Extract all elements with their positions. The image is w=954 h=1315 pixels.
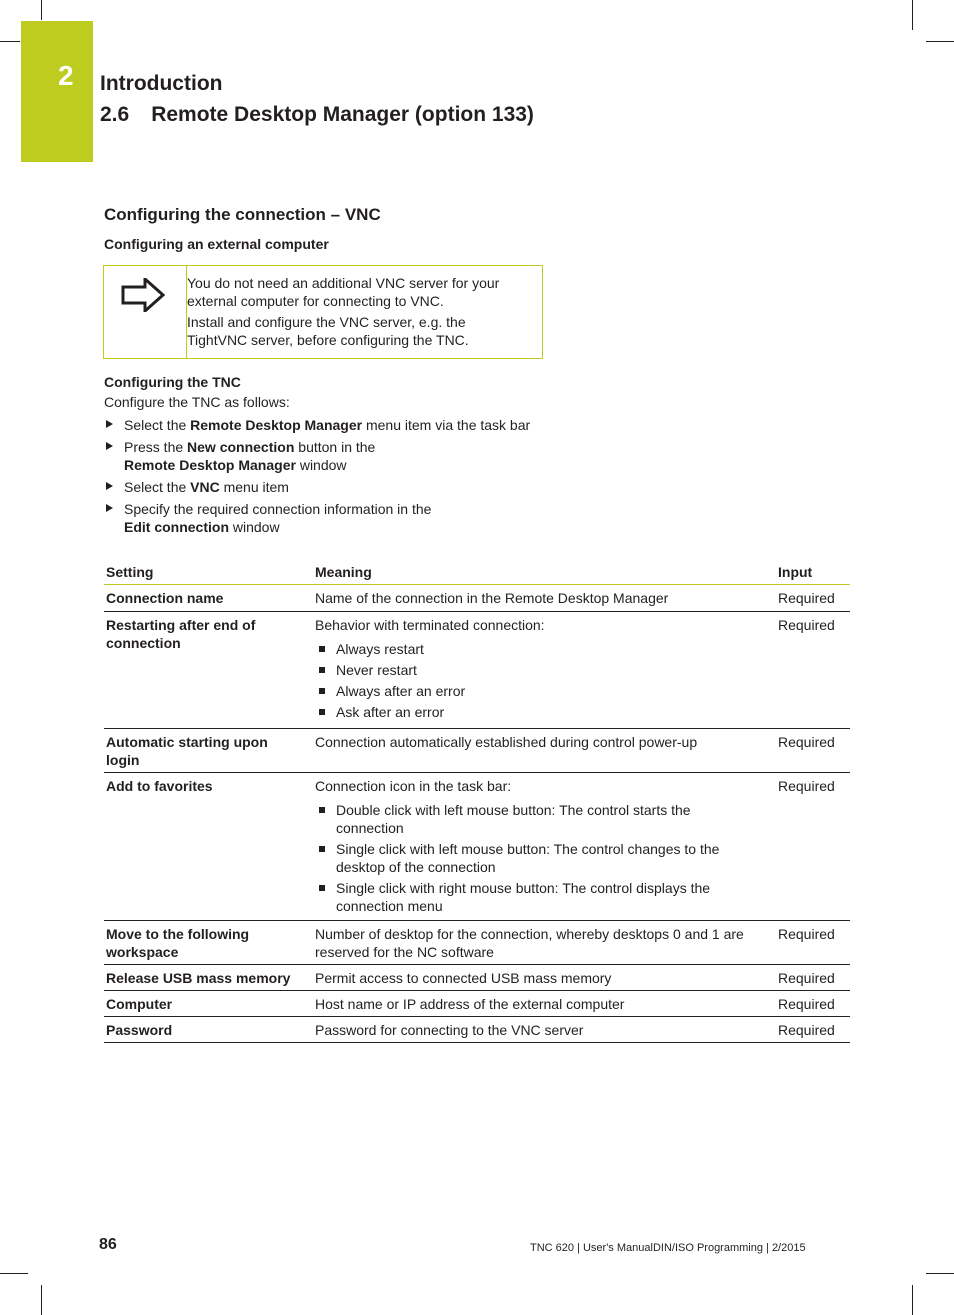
note-box [103,265,543,359]
page-heading: Configuring the connection – VNC [104,205,381,224]
table-row [104,729,850,773]
setting-input: Required [778,734,835,750]
crop-mark [0,41,20,42]
section-title: Remote Desktop Manager (option 133) [151,103,534,126]
note-paragraph-2: Install and configure the VNC server, e.g. the TightVNC server, before configuring the TNC. [187,314,469,348]
step-text: Press the [124,439,188,455]
setting-input: Required [778,970,835,986]
setting-name: Release USB mass memory [106,970,291,986]
list-item [315,682,755,700]
step-item [104,500,534,536]
option-list [315,640,755,721]
bullet-icon [319,807,325,813]
option-text: Always after an error [336,683,466,699]
header-setting: Setting [106,564,154,580]
intro-text: Configure the TNC as follows: [104,394,290,410]
bullet-icon [319,667,325,673]
header-meaning: Meaning [315,564,372,580]
setting-name: Restarting after end of connection [106,617,256,651]
step-text: menu item via the task bar [362,417,531,433]
setting-meaning: Permit access to connected USB mass memory [315,970,612,986]
configuring-tnc-heading: Configuring the TNC [104,374,241,390]
bullet-icon [319,885,325,891]
setting-input: Required [778,617,835,633]
option-text: Never restart [336,662,417,678]
setting-input: Required [778,1022,835,1038]
note-paragraph-1: You do not need an additional VNC server for your external computer for connecting to VNC. [187,275,500,309]
setting-meaning-cell [315,777,755,918]
step-arrow-icon [106,482,113,490]
crop-mark [912,0,913,30]
step-ui-term: VNC [190,479,220,495]
step-arrow-icon [106,420,113,428]
step-ui-term: Remote Desktop Manager [124,457,296,473]
table-row [104,921,850,965]
settings-table [104,559,850,1043]
table-row [104,991,850,1017]
footer-doc-info: TNC 620 | User's ManualDIN/ISO Programming | 2/2015 [530,1242,806,1254]
option-text: Single click with left mouse button: The control changes to the desktop of the connection [336,841,720,875]
bullet-icon [319,646,325,652]
table-row [104,585,850,612]
crop-mark [912,1285,913,1315]
crop-mark [0,1273,28,1274]
crop-mark [926,41,954,42]
option-text: Ask after an error [336,704,445,720]
bullet-icon [319,709,325,715]
note-text [186,266,543,358]
crop-mark [41,1285,42,1315]
setting-name: Computer [106,996,173,1012]
setting-meaning: Password for connecting to the VNC server [315,1022,584,1038]
setting-input: Required [778,926,835,942]
setting-input: Required [778,778,835,794]
table-header-row [104,559,850,585]
list-item [315,879,755,915]
chapter-tab [21,21,93,162]
table-row [104,965,850,991]
bullet-icon [319,688,325,694]
page-number: 86 [99,1236,117,1253]
setting-name: Connection name [106,590,224,606]
setting-meaning: Number of desktop for the connection, whereby desktops 0 and 1 are reserved for the NC software [315,926,744,960]
setting-meaning: Host name or IP address of the external computer [315,996,625,1012]
step-text: Select the [124,479,191,495]
crop-mark [926,1273,954,1274]
bullet-icon [319,846,325,852]
setting-input: Required [778,590,835,606]
setting-meaning: Behavior with terminated connection: [315,617,545,633]
chapter-title: Introduction [100,72,223,95]
setting-meaning: Connection icon in the task bar: [315,778,512,794]
setting-meaning: Connection automatically established during control power-up [315,734,698,750]
section-header [100,103,534,127]
step-item [104,478,534,496]
step-ui-term: Remote Desktop Manager [190,417,363,433]
table-row [104,1017,850,1043]
step-ui-term: Edit connection [124,519,229,535]
external-computer-heading: Configuring an external computer [104,236,329,252]
option-text: Always restart [336,641,424,657]
step-text: Select the [124,417,191,433]
step-text: menu item [219,479,289,495]
arrow-right-icon [121,278,165,312]
option-text: Single click with right mouse button: The control displays the connection menu [336,880,711,914]
table-row [104,773,850,921]
step-text: window [229,519,280,535]
setting-name: Automatic starting upon login [106,734,268,768]
section-number: 2.6 [100,103,130,126]
list-item [315,640,755,658]
setting-name: Move to the following workspace [106,926,250,960]
crop-mark [41,0,42,20]
option-list [315,801,755,915]
step-list [104,416,534,540]
step-text: button in the [294,439,376,455]
step-ui-term: New connection [187,439,295,455]
list-item [315,661,755,679]
list-item [315,840,755,876]
setting-name: Add to favorites [106,778,213,794]
list-item [315,801,755,837]
setting-meaning: Name of the connection in the Remote Desktop Manager [315,590,669,606]
chapter-number: 2 [58,60,74,91]
step-arrow-icon [106,504,113,512]
step-item [104,416,534,434]
setting-meaning-cell [315,616,755,724]
table-row [104,612,850,729]
option-text: Double click with left mouse button: The control starts the connection [336,802,691,836]
step-item [104,438,534,474]
header-input: Input [778,564,813,580]
list-item [315,703,755,721]
setting-input: Required [778,996,835,1012]
step-text: window [295,457,347,473]
step-text: Specify the required connection information in the [124,501,432,517]
setting-name: Password [106,1022,173,1038]
step-arrow-icon [106,442,113,450]
